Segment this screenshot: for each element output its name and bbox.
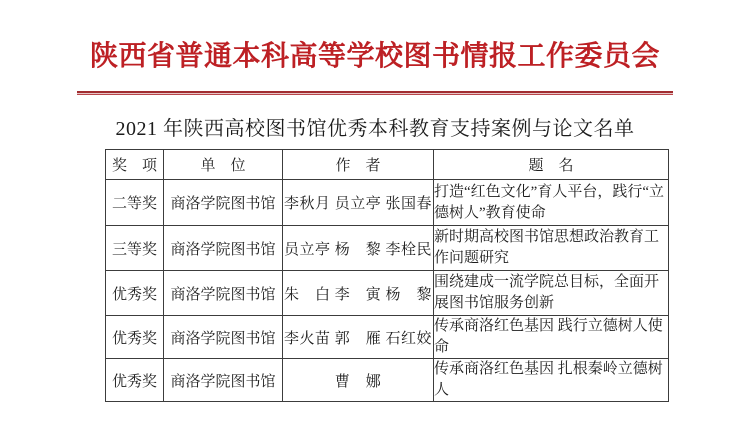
award-cell: 二等奖 [106, 180, 164, 226]
table-row [106, 359, 669, 402]
table-row [106, 271, 669, 316]
table-row [106, 316, 669, 359]
unit-cell: 商洛学院图书馆 [164, 359, 283, 402]
unit-cell: 商洛学院图书馆 [164, 316, 283, 359]
authors-cell: 曹 娜 [283, 359, 434, 402]
title-cell: 传承商洛红色基因 践行立德树人使命 [434, 316, 669, 359]
column-header-title: 题 名 [434, 150, 669, 180]
title-cell: 传承商洛红色基因 扎根秦岭立德树人 [434, 359, 669, 402]
title-cell: 围绕建成一流学院总目标，全面开展图书馆服务创新 [434, 271, 669, 316]
awards-table [105, 149, 669, 402]
award-cell: 优秀奖 [106, 271, 164, 316]
authors-cell: 李火苗 郭 雁 石红姣 [283, 316, 434, 359]
column-header-unit: 单 位 [164, 150, 283, 180]
unit-cell: 商洛学院图书馆 [164, 271, 283, 316]
unit-cell: 商洛学院图书馆 [164, 180, 283, 226]
authors-cell: 员立亭 杨 黎 李栓民 [283, 226, 434, 271]
title-cell: 新时期高校图书馆思想政治教育工作问题研究 [434, 226, 669, 271]
title-cell: 打造“红色文化”育人平台，践行“立德树人”教育使命 [434, 180, 669, 226]
authors-cell: 朱 白 李 寅 杨 黎 [283, 271, 434, 316]
award-cell: 三等奖 [106, 226, 164, 271]
list-title: 2021 年陕西高校图书馆优秀本科教育支持案例与论文名单 [115, 118, 635, 140]
column-header-award: 奖 项 [106, 150, 164, 180]
table-row [106, 226, 669, 271]
table-row [106, 180, 669, 226]
award-cell: 优秀奖 [106, 359, 164, 402]
document-title: 陕西省普通本科高等学校图书情报工作委员会 [89, 41, 660, 72]
table-header-row [106, 150, 669, 180]
authors-cell: 李秋月 员立亭 张国春 [283, 180, 434, 226]
award-cell: 优秀奖 [106, 316, 164, 359]
column-header-authors: 作 者 [283, 150, 434, 180]
unit-cell: 商洛学院图书馆 [164, 226, 283, 271]
